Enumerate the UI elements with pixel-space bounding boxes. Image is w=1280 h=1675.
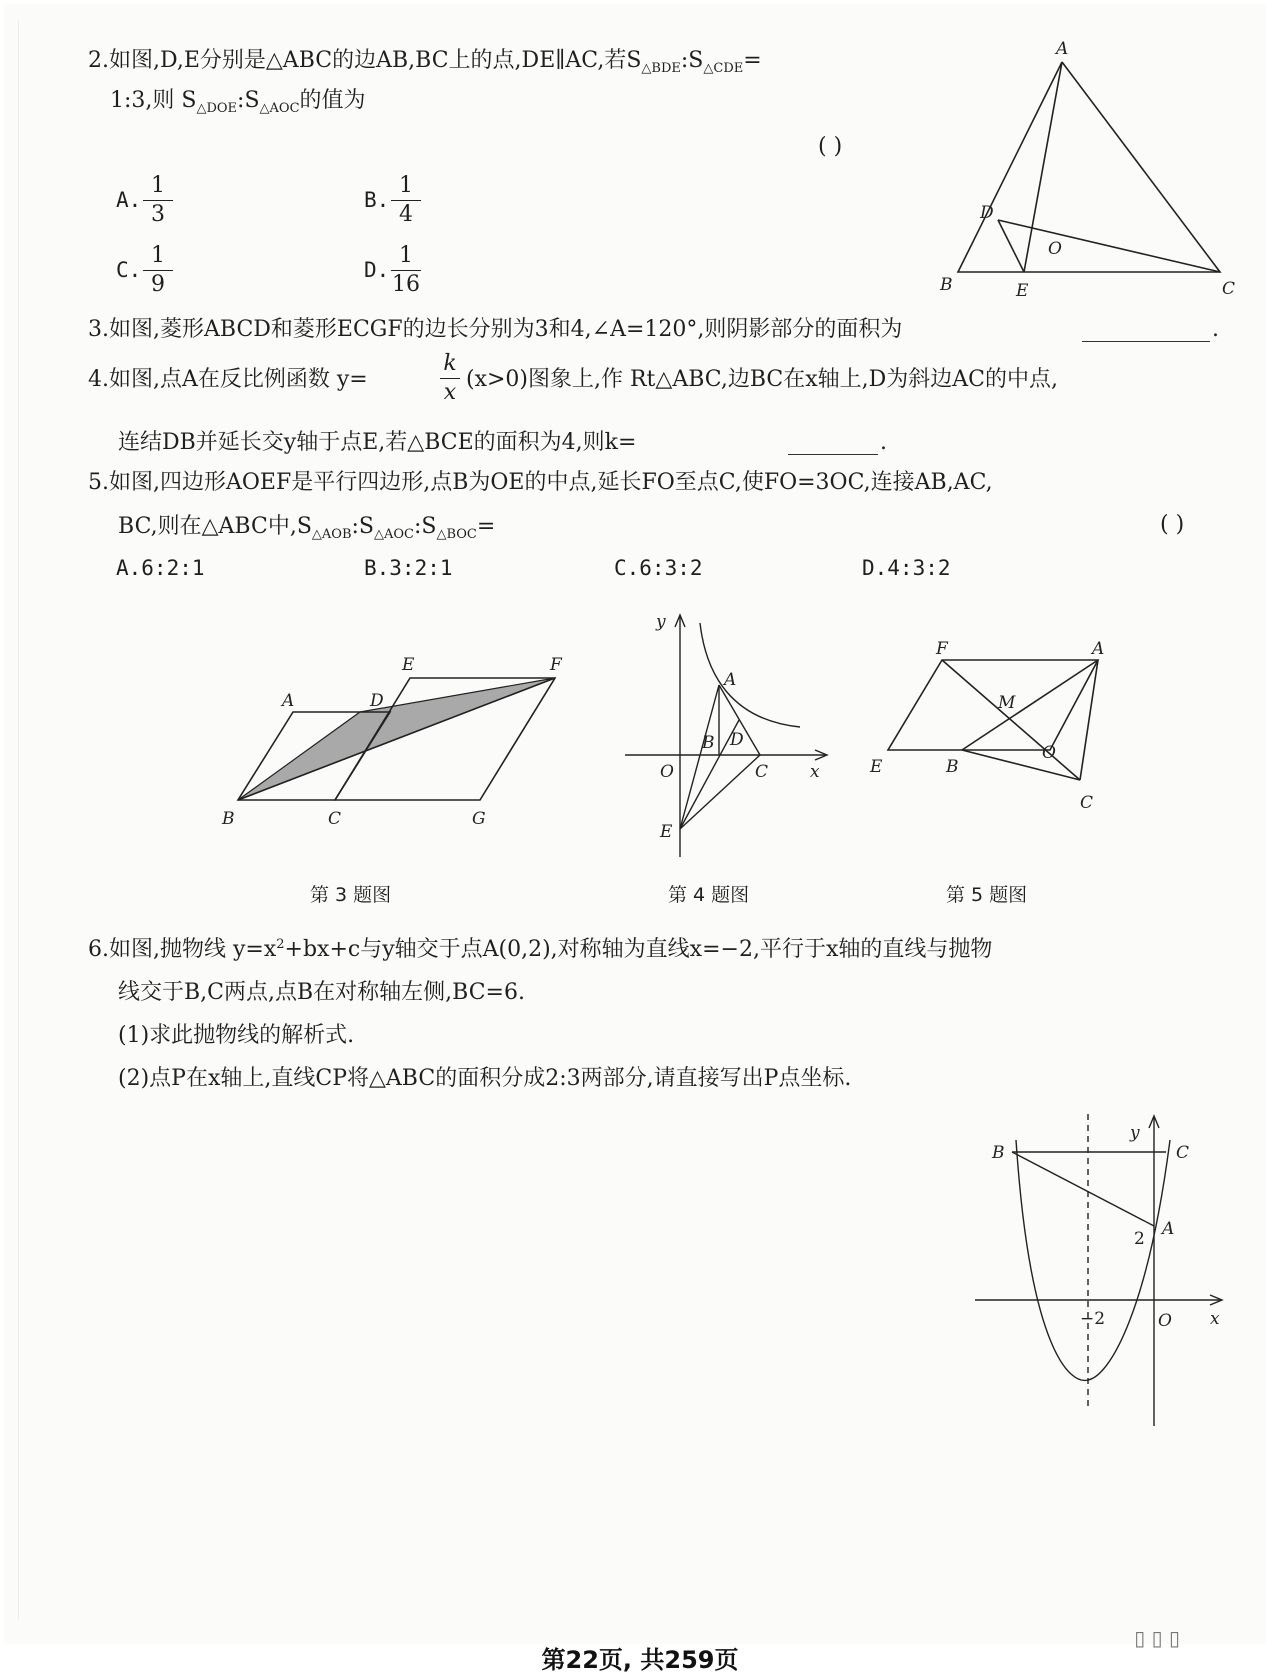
q3-label-e: E bbox=[402, 655, 415, 675]
q2-line2: 1:3,则 $S_{\triangle DOE}:S_{\triangle AOC}$的值为 bbox=[110, 88, 366, 116]
q3-label-b: B bbox=[222, 809, 235, 829]
q2-option-c-fraction: 1 9 bbox=[143, 244, 173, 297]
q5-line1: 5.如图,四边形AOEF是平行四边形,点B为OE的中点,延长FO至点C,使FO=3OC,连接AB,AC, bbox=[88, 470, 993, 495]
q4-end: . bbox=[880, 430, 887, 455]
q4-segment-ea bbox=[680, 685, 719, 829]
q5-option-c: C.6:3:2 bbox=[614, 556, 703, 580]
q3-label-d: D bbox=[370, 691, 384, 711]
q3-caption: 第 3 题图 bbox=[310, 884, 392, 906]
q2-option-d-letter: D. bbox=[364, 258, 390, 282]
q4-hyperbola-curve bbox=[700, 623, 800, 727]
q6-label-neg2: −2 bbox=[1080, 1309, 1106, 1329]
page-fold-line bbox=[18, 20, 19, 1620]
q4-label-o: O bbox=[660, 762, 674, 782]
q4-fraction-k-over-x: k x bbox=[440, 352, 460, 405]
q2-option-a-fraction: 1 3 bbox=[143, 174, 173, 227]
q2-answer-parentheses: ( ) bbox=[818, 134, 843, 159]
q3-label-a: A bbox=[282, 691, 295, 711]
q2-triangle-figure bbox=[930, 40, 1250, 300]
q6-label-c: C bbox=[1176, 1143, 1190, 1163]
q4-label-a: A bbox=[724, 670, 737, 690]
q5-label-f: F bbox=[936, 639, 948, 659]
q4-label-c: C bbox=[755, 762, 769, 782]
q3-text: 3.如图,菱形ABCD和菱形ECGF的边长分别为3和4,∠A=120°,则阴影部分的面积为 bbox=[88, 317, 903, 342]
q4-line2: 连结DB并延长交y轴于点E,若△BCE的面积为4,则k= bbox=[118, 430, 637, 455]
q2-option-c-letter: C. bbox=[116, 258, 142, 282]
q6-label-b: B bbox=[992, 1143, 1005, 1163]
q2-label-d: D bbox=[980, 203, 994, 223]
q2-label-a: A bbox=[1056, 39, 1069, 59]
q4-label-e: E bbox=[660, 822, 673, 842]
q4-label-b: B bbox=[702, 733, 715, 753]
q2-option-a-letter: A. bbox=[116, 188, 142, 212]
q3-answer-blank bbox=[1082, 340, 1210, 342]
q5-label-m: M bbox=[998, 693, 1016, 713]
q6-label-x: x bbox=[1210, 1309, 1220, 1329]
q5-label-c: C bbox=[1080, 793, 1094, 813]
q6-subquestion-1: (1)求此抛物线的解析式. bbox=[118, 1023, 355, 1048]
q3-label-f: F bbox=[550, 655, 562, 675]
q6-parabola-figure bbox=[970, 1110, 1230, 1430]
q5-option-b: B.3:2:1 bbox=[364, 556, 453, 580]
q3-rhombus-figure bbox=[210, 640, 580, 830]
q5-line2: BC,则在△ABC中$,S_{\triangle AOB}:S_{\triangle AOC}:S_{\triangle BOC}=$ bbox=[118, 514, 496, 542]
q5-option-d: D.4:3:2 bbox=[862, 556, 951, 580]
q5-parallelogram-figure bbox=[870, 640, 1110, 840]
page-number-footer: 第22页, 共259页 bbox=[541, 1646, 739, 1674]
q2-label-e: E bbox=[1016, 281, 1029, 301]
q2-segment-de bbox=[998, 220, 1024, 272]
q6-label-o: O bbox=[1158, 1311, 1172, 1331]
q4-line1-end: (x>0)图象上,作 Rt△ABC,边BC在x轴上,D为斜边AC的中点, bbox=[466, 367, 1058, 392]
q5-label-o: O bbox=[1042, 743, 1056, 763]
q6-line2: 线交于B,C两点,点B在对称轴左侧,BC=6. bbox=[118, 980, 525, 1005]
q5-option-a: A.6:2:1 bbox=[116, 556, 205, 580]
q2-option-b-letter: B. bbox=[364, 188, 390, 212]
q6-parabola-curve bbox=[1016, 1140, 1170, 1380]
q5-caption: 第 5 题图 bbox=[946, 884, 1028, 906]
q2-label-b: B bbox=[940, 275, 953, 295]
q5-answer-parentheses: ( ) bbox=[1160, 512, 1185, 537]
q6-segment-ba bbox=[1012, 1152, 1154, 1226]
q4-caption: 第 4 题图 bbox=[668, 884, 750, 906]
q4-segment-ec bbox=[680, 755, 760, 829]
q2-label-c: C bbox=[1222, 279, 1236, 299]
q2-option-d-fraction: 1 16 bbox=[392, 243, 420, 297]
q6-line1: 6.如图,抛物线 $y=x^2+bx+c$与y轴交于点A(0,2),对称轴为直线x=−2,平行于x轴的直线与抛物 bbox=[88, 937, 993, 962]
q3-label-c: C bbox=[328, 809, 342, 829]
q5-label-a: A bbox=[1092, 639, 1105, 659]
q3-end: . bbox=[1212, 317, 1219, 342]
q6-label-2: 2 bbox=[1134, 1229, 1145, 1249]
q6-subquestion-2: (2)点P在x轴上,直线CP将△ABC的面积分成2:3两部分,请直接写出P点坐标. bbox=[118, 1066, 852, 1091]
viewer-nav-icons: ▯ ▯ ▯ bbox=[1134, 1626, 1180, 1650]
q5-label-e: E bbox=[870, 757, 883, 777]
q6-label-a: A bbox=[1162, 1219, 1175, 1239]
q4-line1-start: 4.如图,点A在反比例函数 y= bbox=[88, 367, 368, 392]
q4-hyperbola-figure bbox=[620, 605, 840, 865]
q2-label-o: O bbox=[1048, 239, 1062, 259]
q4-label-x: x bbox=[810, 762, 820, 782]
q2-option-b-fraction: 1 4 bbox=[391, 174, 421, 227]
q4-label-y: y bbox=[656, 612, 666, 632]
q2-line1: 2.如图,D,E分别是△ABC的边AB,BC上的点,DE∥AC,若$S_{\triangle BDE}:S_{\triangle CDE}=$ bbox=[88, 48, 762, 76]
q5-label-b: B bbox=[946, 757, 959, 777]
q6-label-y: y bbox=[1130, 1123, 1140, 1143]
q3-label-g: G bbox=[472, 809, 486, 829]
q4-label-d: D bbox=[730, 730, 744, 750]
q4-answer-blank bbox=[788, 453, 878, 455]
